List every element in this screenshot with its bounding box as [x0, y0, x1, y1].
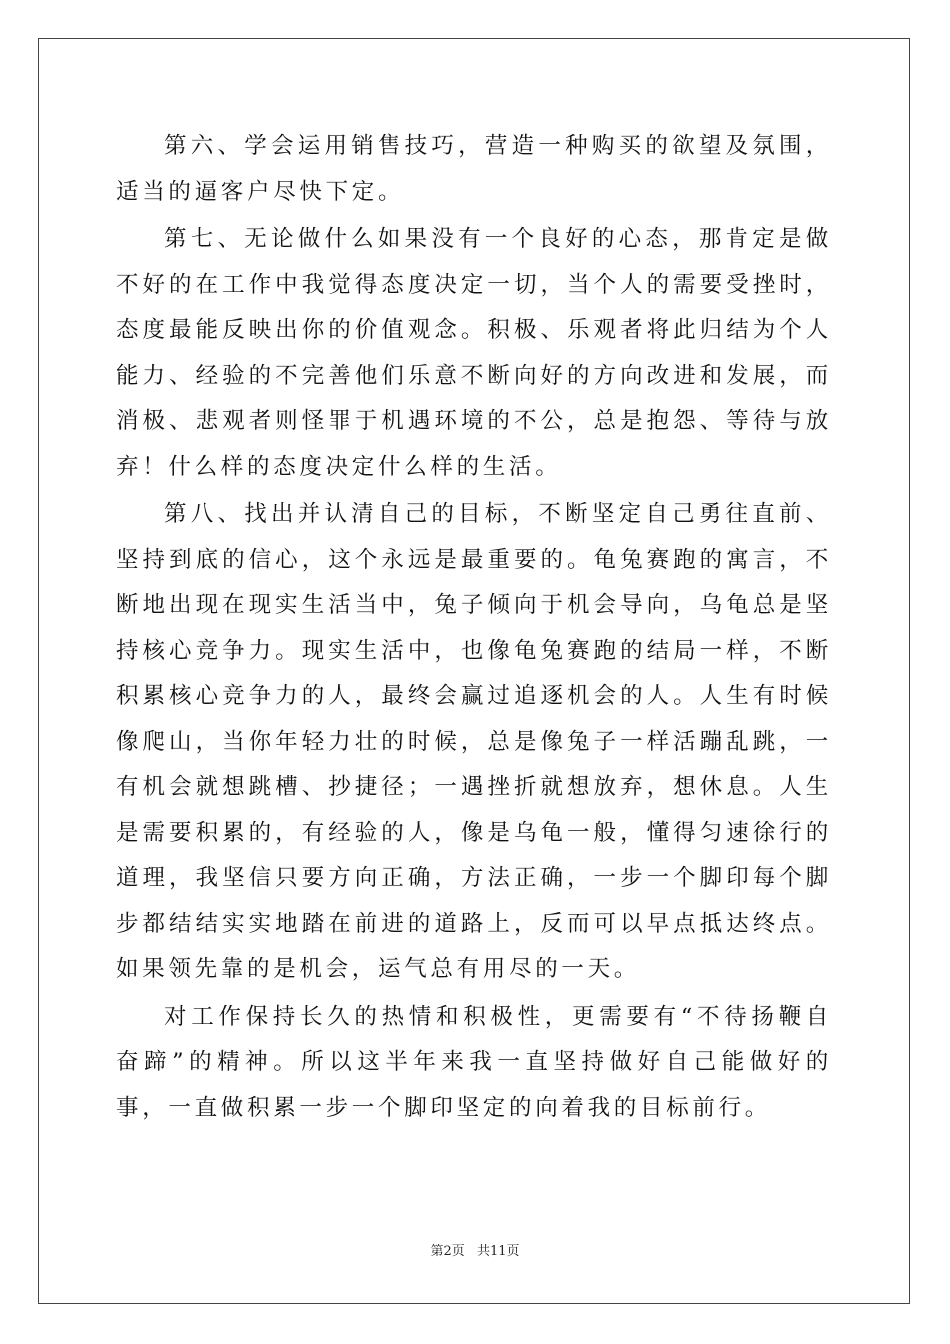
paragraph-8: 第八、找出并认清自己的目标，不断坚定自己勇往直前、坚持到底的信心，这个永远是最重要的。龟兔赛跑的寓言，不断地出现在现实生活当中，兔子倾向于机会导向，乌龟总是坚持核心竞争力。现实生活中，也像龟兔赛跑的结局一样，不断积累核心竞争力的人，最终会赢过追逐机会的人。人生有时候像爬山，当你年轻力壮的时候，总是像兔子一样活蹦乱跳，一有机会就想跳槽、抄捷径；一遇挫折就想放弃，想休息。人生是需要积累的，有经验的人，像是乌龟一般，懂得匀速徐行的道理，我坚信只要方向正确，方法正确，一步一个脚印每个脚步都结结实实地踏在前进的道路上，反而可以早点抵达终点。如果领先靠的是机会，运气总有用尽的一天。: [116, 501, 832, 982]
paragraph-6: 第六、学会运用销售技巧，营造一种购买的欲望及氛围，适当的逼客户尽快下定。: [116, 133, 832, 205]
page-footer: [0, 1240, 950, 1259]
paragraph-7: 第七、无论做什么如果没有一个良好的心态，那肯定是做不好的在工作中我觉得态度决定一切，当个人的需要受挫时，态度最能反映出你的价值观念。积极、乐观者将此归结为个人能力、经验的不完善他们乐意不断向好的方向改进和发展，而消极、悲观者则怪罪于机遇环境的不公，总是抱怨、等待与放弃！什么样的态度决定什么样的生活。: [116, 226, 832, 480]
page-number-total: 共11页: [476, 1244, 520, 1259]
page-number-current: 第2页: [430, 1244, 465, 1259]
paragraph-conclusion: 对工作保持长久的热情和积极性，更需要有“不待扬鞭自奋蹄”的精神。所以这半年来我一直坚持做好自己能做好的事，一直做积累一步一个脚印坚定的向着我的目标前行。: [116, 1003, 832, 1121]
document-body: [116, 124, 832, 1131]
